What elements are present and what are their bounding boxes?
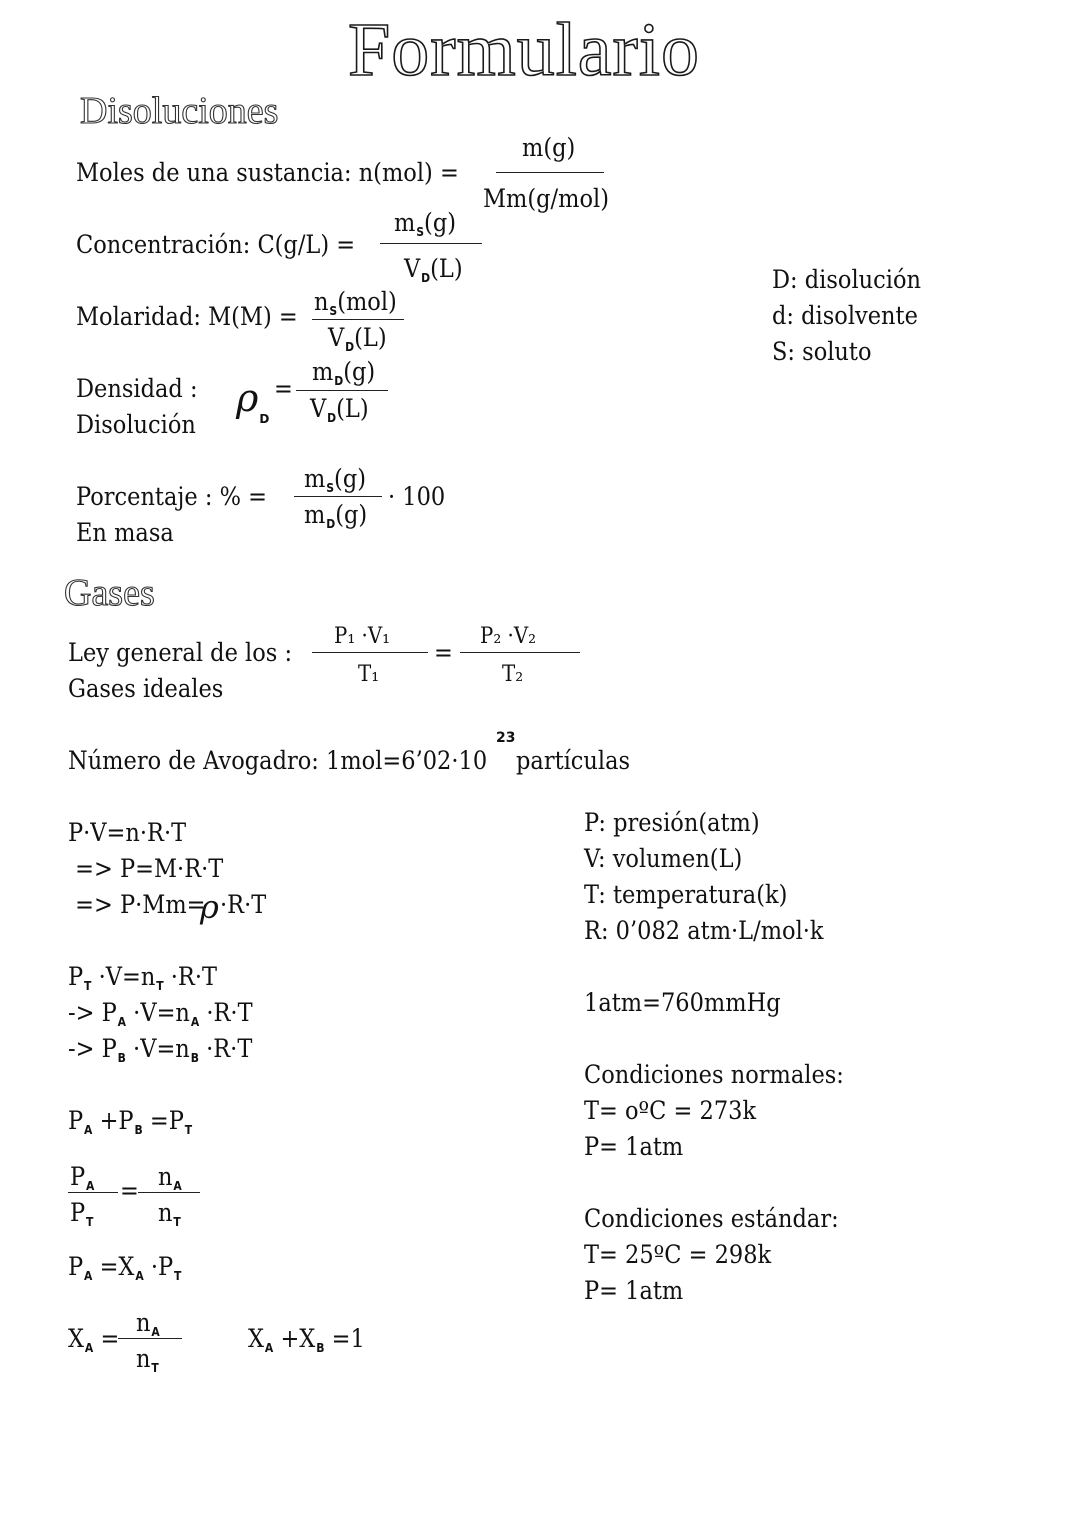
moles-denominator: Mm(g/mol) xyxy=(483,184,609,213)
mole-fraction-lhs: $X_A$ = xyxy=(68,1324,120,1355)
concentracion-label: Concentración: C(g/L) = xyxy=(76,230,356,259)
ley-label-gases: Gases ideales xyxy=(68,674,224,703)
condiciones-estandar-p: P= 1atm xyxy=(584,1276,684,1305)
dalton-law: $P_A =X_A \cdot P_T$ xyxy=(68,1252,182,1283)
ratio-right-numerator: $n_A$ xyxy=(158,1162,182,1193)
section-heading-disoluciones: Disoluciones xyxy=(80,90,279,132)
avogadro-exponent: 23 xyxy=(496,730,516,746)
ideal-gas-rho: ρ xyxy=(200,888,219,926)
ley-right-fraction-bar xyxy=(460,652,580,653)
ratio-right-bar xyxy=(138,1192,200,1193)
condiciones-normales-t: T= oºC = 273k xyxy=(584,1096,757,1125)
ideal-gas-density-prefix: => P·Mm= xyxy=(68,890,206,919)
partial-total: $P_T \cdot V=n_T \cdot R\cdot T$ xyxy=(68,962,217,993)
molaridad-fraction-bar xyxy=(312,319,404,320)
legend-disolucion: D: disolución xyxy=(772,265,921,294)
ratio-left-bar xyxy=(68,1192,118,1193)
condiciones-normales-title: Condiciones normales: xyxy=(584,1060,844,1089)
mole-fraction-numerator: $n_A$ xyxy=(136,1308,160,1339)
section-heading-gases: Gases xyxy=(64,572,155,614)
ley-right-denominator: T₂ xyxy=(502,662,524,687)
mole-fraction-bar xyxy=(118,1338,182,1339)
porcentaje-label: Porcentaje : % = xyxy=(76,482,267,511)
densidad-numerator: $m_D(g)$ xyxy=(312,357,376,388)
mole-fraction-denominator: $n_T$ xyxy=(136,1344,159,1375)
molaridad-numerator: $n_S(mol)$ xyxy=(314,287,397,318)
page-title: Formulario xyxy=(348,8,700,92)
ley-left-fraction-bar xyxy=(312,652,428,653)
density-rho-symbol: $\rho_D$ xyxy=(236,376,270,426)
concentracion-denominator: $V_D(L)$ xyxy=(404,254,463,285)
legend-temperatura: T: temperatura(k) xyxy=(584,880,788,909)
ideal-gas-law: P·V=n·R·T xyxy=(68,818,187,847)
ley-left-denominator: T₁ xyxy=(358,662,380,687)
partial-a: -> $P_A \cdot V=n_A \cdot R\cdot T$ xyxy=(68,998,253,1029)
ideal-gas-density-suffix: ·R·T xyxy=(220,890,267,919)
moles-numerator: m(g) xyxy=(522,133,576,162)
pressure-sum: $P_A +P_B =P_T$ xyxy=(68,1106,193,1137)
porcentaje-factor: · 100 xyxy=(388,482,446,511)
concentracion-numerator: $m_S(g)$ xyxy=(394,208,457,239)
ideal-gas-molarity: => P=M·R·T xyxy=(68,854,224,883)
densidad-label-disolucion: Disolución xyxy=(76,410,196,439)
ratio-right-denominator: $n_T$ xyxy=(158,1198,181,1229)
densidad-label: Densidad : xyxy=(76,374,198,403)
ley-equals: = xyxy=(434,638,453,667)
legend-constante-r: R: 0’082 atm·L/mol·k xyxy=(584,916,824,945)
ratio-equals: = xyxy=(120,1176,139,1205)
moles-fraction-bar xyxy=(496,172,604,173)
condiciones-normales-p: P= 1atm xyxy=(584,1132,684,1161)
legend-soluto: S: soluto xyxy=(772,337,872,366)
legend-disolvente: d: disolvente xyxy=(772,301,918,330)
atm-conversion: 1atm=760mmHg xyxy=(584,988,781,1017)
porcentaje-denominator: $m_D(g)$ xyxy=(304,500,368,531)
densidad-equals: = xyxy=(274,374,293,403)
ley-left-numerator: P₁ ·V₁ xyxy=(334,624,391,649)
condiciones-estandar-t: T= 25ºC = 298k xyxy=(584,1240,772,1269)
avogadro-text: Número de Avogadro: 1mol=6’02·10 xyxy=(68,746,488,775)
densidad-denominator: $V_D(L)$ xyxy=(310,394,369,425)
legend-volumen: V: volumen(L) xyxy=(584,844,743,873)
condiciones-estandar-title: Condiciones estándar: xyxy=(584,1204,839,1233)
ley-right-numerator: P₂ ·V₂ xyxy=(480,624,537,649)
porcentaje-numerator: $m_S(g)$ xyxy=(304,464,367,495)
ratio-left-denominator: $P_T$ xyxy=(70,1198,94,1229)
moles-label: Moles de una sustancia: n(mol) = xyxy=(76,158,459,187)
densidad-fraction-bar xyxy=(296,390,388,391)
ley-label: Ley general de los : xyxy=(68,638,293,667)
concentracion-fraction-bar xyxy=(380,243,482,244)
molaridad-denominator: $V_D(L)$ xyxy=(328,323,387,354)
mole-fraction-sum: $X_A +X_B =1$ xyxy=(248,1324,365,1355)
porcentaje-fraction-bar xyxy=(294,496,382,497)
partial-b: -> $P_B \cdot V=n_B \cdot R\cdot T$ xyxy=(68,1034,253,1065)
molaridad-label: Molaridad: M(M) = xyxy=(76,302,298,331)
porcentaje-label-masa: En masa xyxy=(76,518,174,547)
legend-presion: P: presión(atm) xyxy=(584,808,760,837)
ratio-left-numerator: $P_A$ xyxy=(70,1162,95,1193)
avogadro-tail: partículas xyxy=(516,746,631,775)
